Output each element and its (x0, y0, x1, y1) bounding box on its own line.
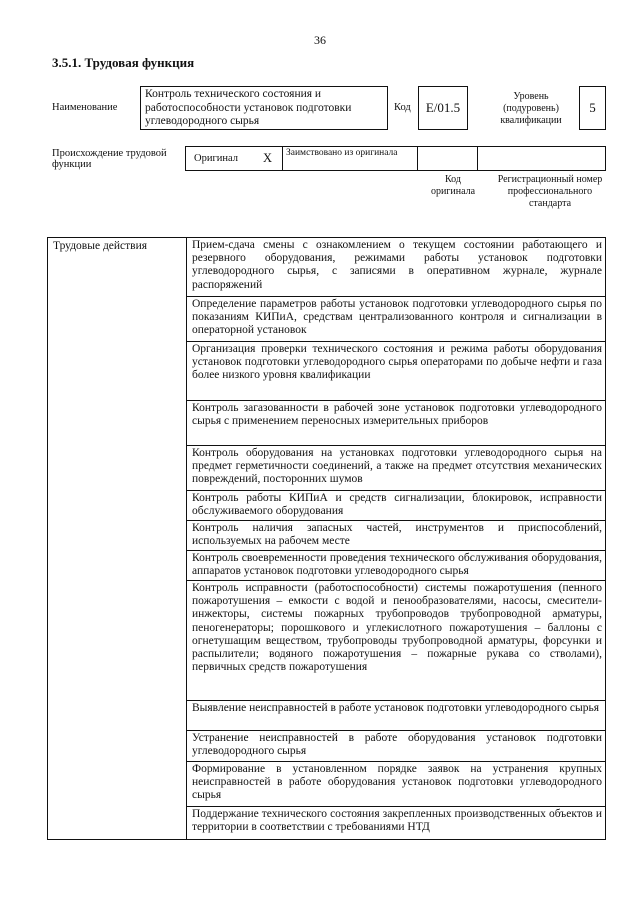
labor-actions-label: Трудовые действия (53, 240, 148, 252)
function-code: E/01.5 (418, 86, 468, 130)
origin-code-cell (418, 147, 478, 170)
origin-original: Оригинал (194, 153, 238, 164)
name-label: Наименование (52, 102, 118, 113)
level-label: Уровень (подуровень) квалификации (500, 91, 562, 126)
labor-action-row: Контроль исправности (работоспособности) системы пожаротушения (пенного пожаротушения – емкости с водой и пенообразователями, насосы, смесители-инжекторы, системы пожарных трубопроводов трубопроводной арматуры, пеногенераторы; порошкового и углекислотного пожаротушения – баллоны с огнетушащим веществом, трубопроводы трубопроводной арматуры, форсунки и распылители; водяного пожаротушения – пожарные рукава со стволами), первичных средств пожаротушения (187, 581, 605, 701)
labor-action-row: Поддержание технического состояния закрепленных производственных объектов и территории в соответствии с требованиями НТД (192, 808, 602, 834)
code-label: Код (394, 102, 411, 113)
labor-action-row: Контроль наличия запасных частей, инструментов и приспособлений, используемых на рабочем месте (187, 521, 605, 551)
labor-action-row: Выявление неисправностей в работе установок подготовки углеводородного сырья (187, 701, 605, 731)
origin-original-cell (186, 147, 283, 170)
labor-action-row: Контроль работы КИПиА и средств сигнализации, блокировок, исправности обслуживаемого оборудования (187, 491, 605, 521)
labor-action-row: Контроль своевременности проведения технического обслуживания оборудования, аппаратов установок подготовки углеводородного сырья (187, 551, 605, 581)
function-name: Контроль технического состояния и работоспособности установок подготовки углеводородного сырья (140, 86, 388, 130)
reg-number-cell (478, 147, 605, 170)
labor-action-row: Организация проверки технического состояния и режима работы оборудования установок подготовки углеводородного сырья операторами по добыче нефти и газа более низкого уровня квалификации (187, 342, 605, 401)
labor-action-row: Устранение неисправностей в работе оборудования установок подготовки углеводородного сырья (187, 731, 605, 762)
origin-borrowed: Заимствовано из оригинала (283, 147, 418, 170)
origin-mark: X (262, 151, 272, 165)
labor-action-row: Определение параметров работы установок подготовки углеводородного сырья по показаниям КИПиА, средствам централизованного контроля и сигнализации в операторной установок (187, 297, 605, 342)
qualification-level: 5 (579, 86, 606, 130)
labor-actions-list (187, 238, 605, 839)
origin-table (185, 146, 606, 171)
labor-action-row: Контроль оборудования на установках подготовки углеводородного сырья на предмет герметичности соединений, а также на предмет отсутствия механических повреждений, посторонних шумов (187, 446, 605, 491)
origin-code-label: Код оригинала (430, 174, 476, 197)
page-number: 36 (314, 33, 326, 47)
reg-number-label: Регистрационный номер профессионального стандарта (497, 174, 603, 209)
labor-action-row: Формирование в установленном порядке заявок на устранения крупных неисправностей в работе оборудования установок подготовки углеводородного сырья (187, 762, 605, 807)
labor-action-row: Контроль загазованности в рабочей зоне установок подготовки углеводородного сырья с применением переносных измерительных приборов (187, 401, 605, 446)
labor-action-row: Прием-сдача смены с ознакомлением о текущем состоянии работающего и резервного оборудования, режимами работы установок подготовки углеводородного сырья, с записями в оперативном журнале, журнале распоряжений (187, 238, 605, 297)
labor-actions-table (47, 237, 606, 840)
origin-label: Происхождение трудовой функции (52, 148, 167, 170)
section-title: 3.5.1. Трудовая функция (52, 55, 195, 70)
